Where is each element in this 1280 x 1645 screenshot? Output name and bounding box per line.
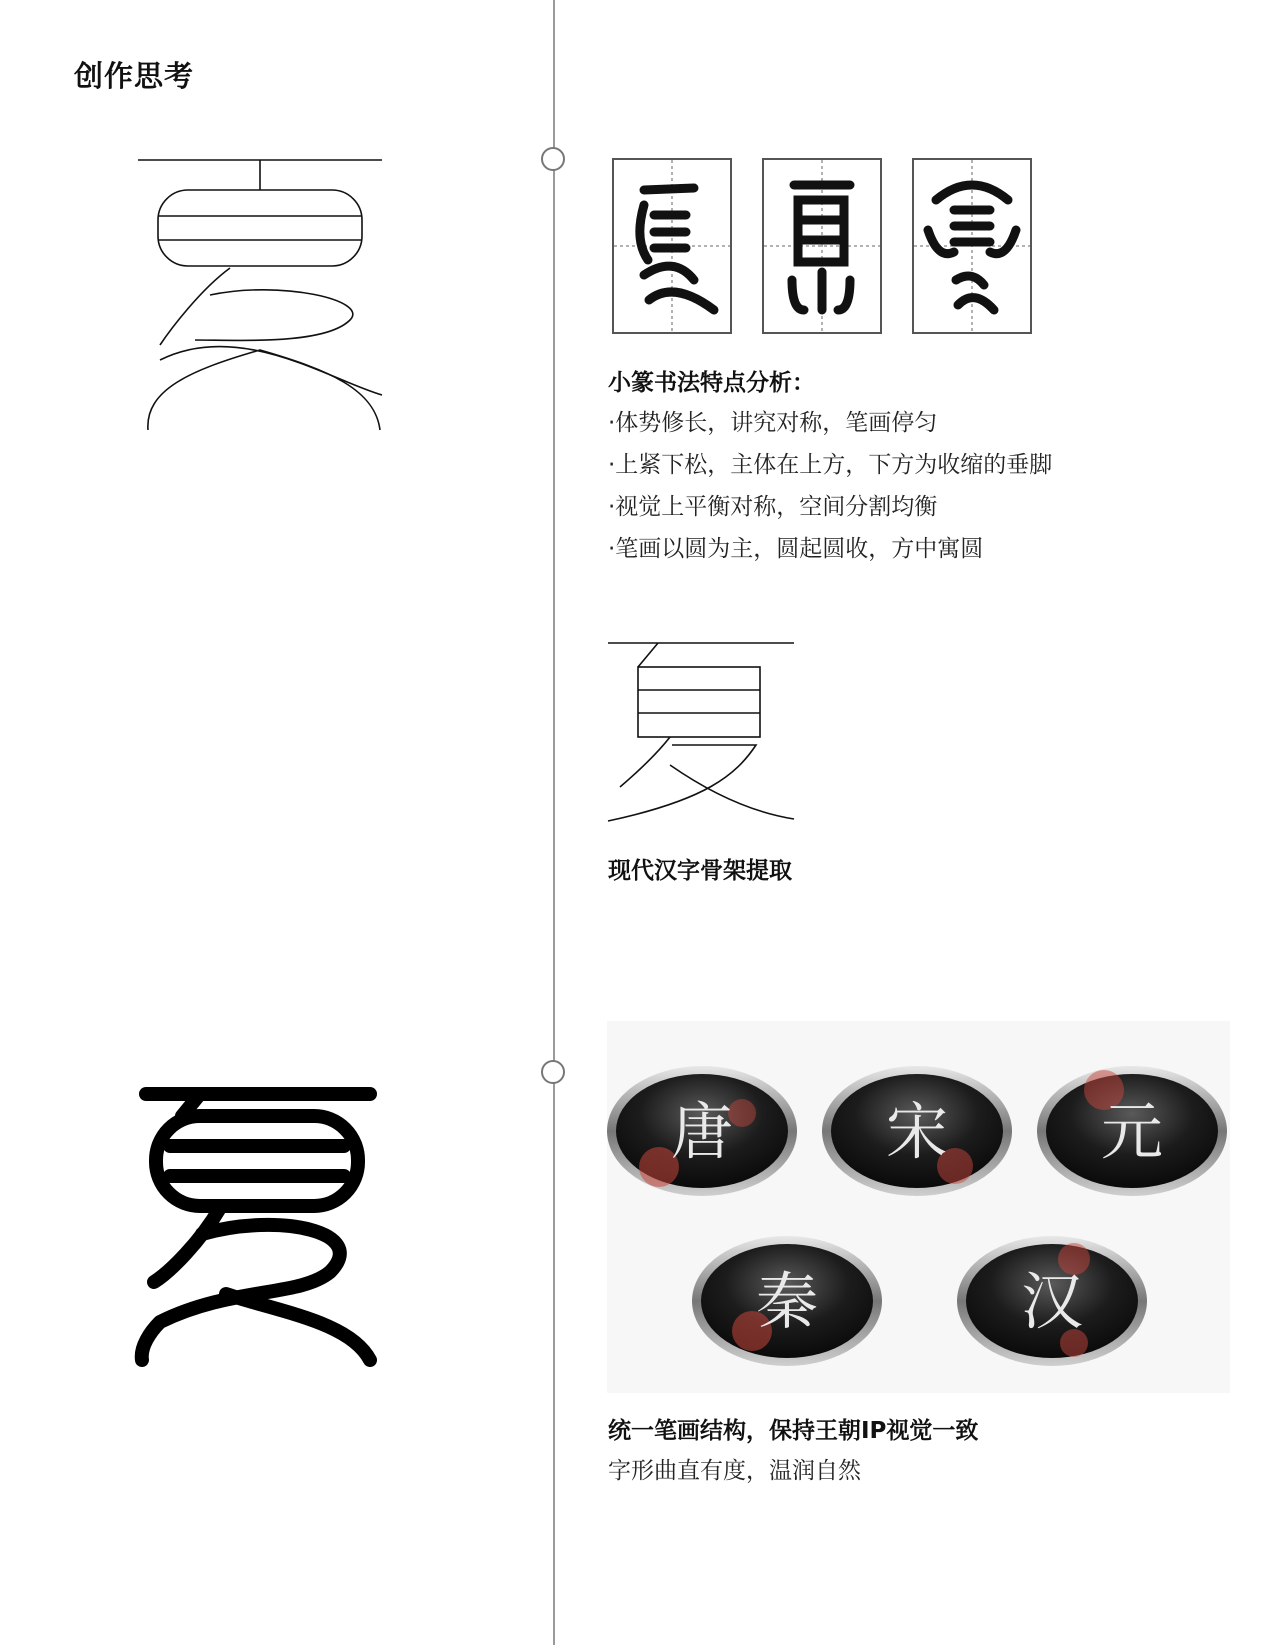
page-title: 创作思考	[74, 59, 195, 93]
calligraphy-points	[608, 402, 1052, 570]
dynasty-emblems-panel	[607, 1021, 1230, 1393]
glyph-skeleton-outline	[606, 635, 796, 827]
emblem-label: 汉	[1020, 1265, 1084, 1338]
skeleton-caption: 现代汉字骨架提取	[608, 858, 792, 884]
emblem-label: 秦	[755, 1265, 819, 1338]
calligraphy-point: ·视觉上平衡对称，空间分割均衡	[608, 494, 938, 520]
glyph-wireframe-sketch	[130, 150, 390, 435]
calligraphy-sample-3	[912, 158, 1032, 334]
calligraphy-heading: 小篆书法特点分析：	[608, 370, 815, 396]
timeline-divider	[553, 0, 555, 1645]
glyph-final-bold	[130, 1082, 390, 1367]
timeline-node-bottom	[541, 1060, 565, 1084]
emblem-label: 唐	[670, 1095, 734, 1168]
emblem-label: 元	[1100, 1095, 1164, 1168]
emblem-label: 宋	[885, 1095, 949, 1168]
dynasty-caption-bold: 统一笔画结构，保持王朝IP视觉一致	[608, 1418, 979, 1444]
dynasty-caption: 字形曲直有度，温润自然	[608, 1458, 861, 1484]
calligraphy-sample-2	[762, 158, 882, 334]
calligraphy-point: ·上紧下松，主体在上方，下方为收缩的垂脚	[608, 452, 1053, 478]
calligraphy-sample-1	[612, 158, 732, 334]
calligraphy-point: ·体势修长，讲究对称，笔画停匀	[608, 410, 938, 436]
timeline-node-top	[541, 147, 565, 171]
calligraphy-point: ·笔画以圆为主，圆起圆收，方中寓圆	[608, 536, 984, 562]
